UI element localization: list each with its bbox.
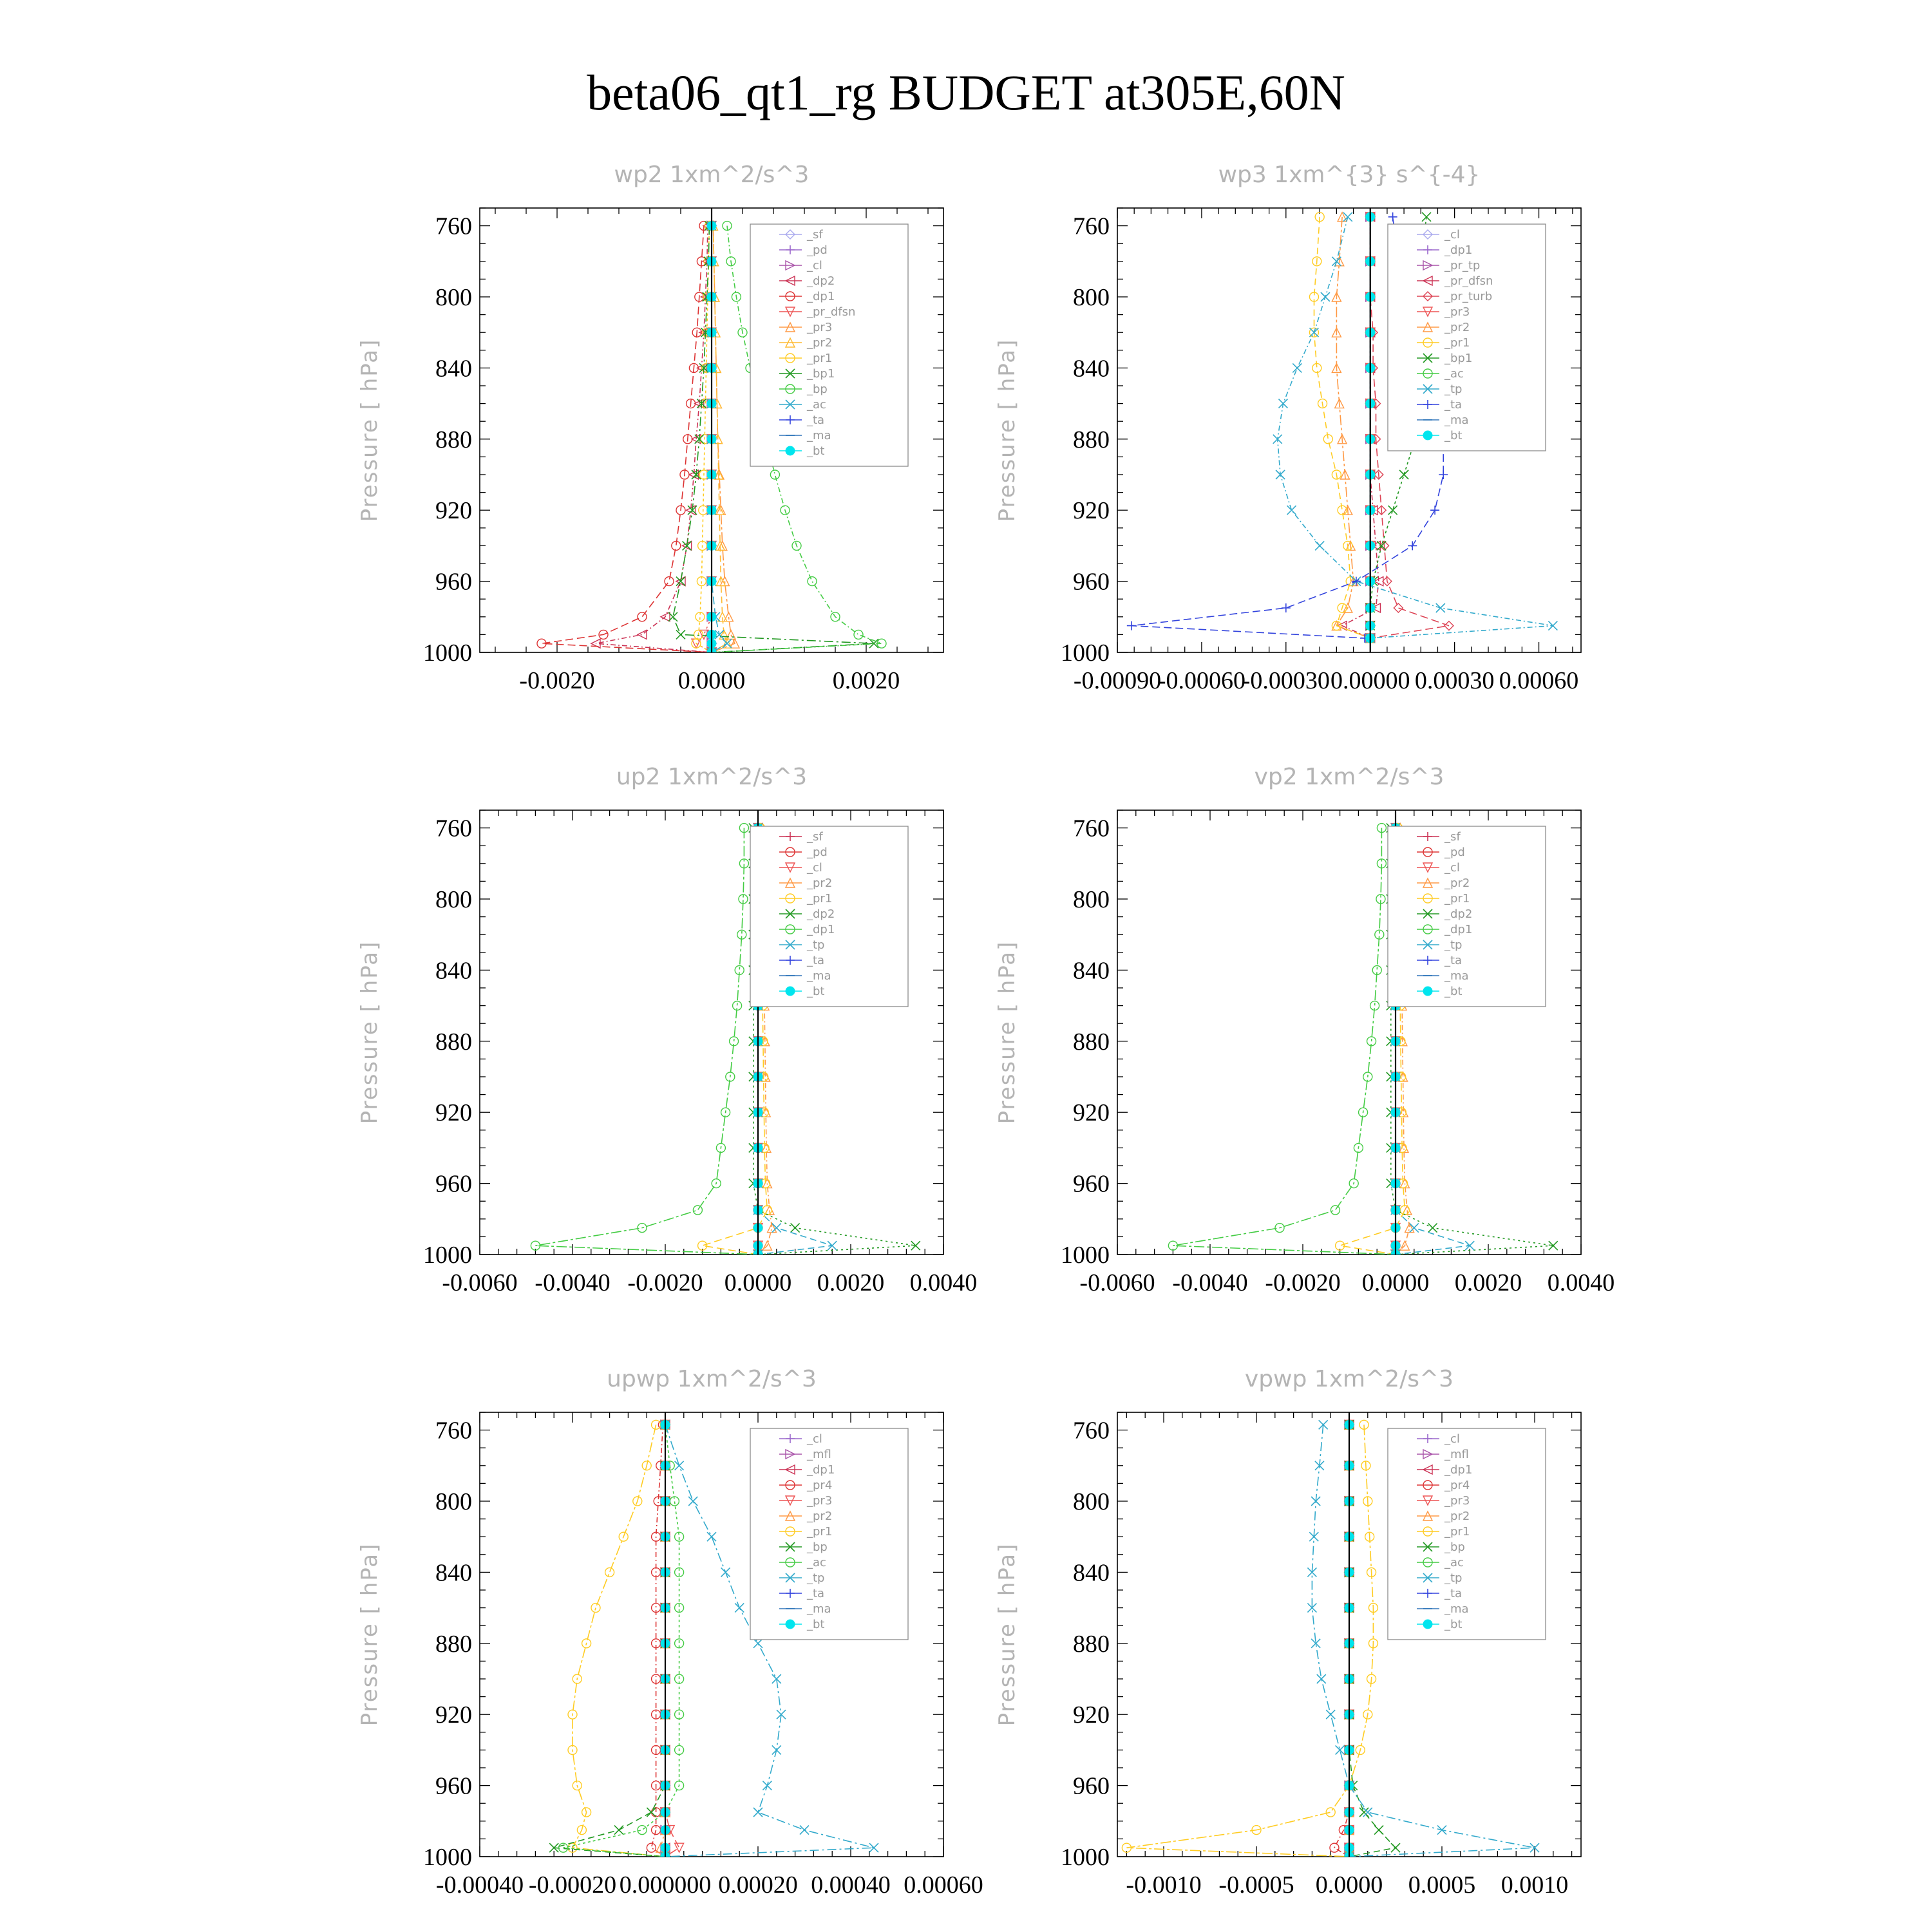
x-tick-label: 0.0005 — [1408, 1871, 1476, 1899]
chart-panel-1 — [357, 162, 943, 694]
data-point — [1315, 541, 1324, 550]
legend-label: _bt — [807, 444, 825, 458]
legend — [1388, 1428, 1546, 1640]
data-point — [1428, 1224, 1437, 1233]
data-point — [1408, 541, 1417, 550]
panel-title: wp3 1xm^{3} s^{-4} — [1218, 162, 1481, 188]
data-point — [1276, 470, 1285, 479]
y-tick-label: 1000 — [1061, 1242, 1110, 1269]
legend — [1388, 224, 1546, 451]
y-tick-label: 760 — [435, 213, 472, 240]
y-axis-label: Pressure [ hPa] — [994, 940, 1020, 1124]
legend-label: _dp1 — [1444, 243, 1473, 257]
legend-label: _pr3 — [1444, 1494, 1470, 1508]
x-tick-label: -0.0020 — [1265, 1269, 1341, 1296]
y-tick-label: 920 — [435, 497, 472, 525]
data-point — [707, 1532, 716, 1541]
y-tick-label: 840 — [1073, 957, 1110, 985]
y-tick-label: 800 — [1073, 284, 1110, 311]
panel-title: vp2 1xm^2/s^3 — [1254, 764, 1444, 790]
data-point — [854, 630, 863, 639]
legend-label: _ma — [1444, 969, 1469, 983]
data-point — [638, 630, 647, 639]
legend-label: _pr1 — [1444, 336, 1470, 350]
legend-label: _ac — [807, 1556, 826, 1569]
series-line-pr-dfsn — [1342, 217, 1379, 638]
legend-label: _pr4 — [1444, 1479, 1470, 1492]
y-tick-label: 880 — [1073, 426, 1110, 453]
series-line-pr1 — [1314, 217, 1370, 638]
series-line-dp1 — [1173, 828, 1396, 1255]
chart-panel-4 — [994, 764, 1615, 1296]
legend-label: _ma — [807, 969, 831, 983]
legend-label: _mfl — [807, 1448, 831, 1461]
data-point — [1430, 506, 1439, 515]
legend-label: _pr_tp — [1444, 259, 1481, 272]
y-tick-label: 960 — [1073, 1170, 1110, 1198]
x-tick-label: -0.0040 — [535, 1269, 611, 1296]
y-tick-label: 960 — [435, 1170, 472, 1198]
y-axis-label: Pressure [ hPa] — [357, 338, 383, 522]
legend-label: _dp1 — [807, 290, 835, 303]
panel-title: vpwp 1xm^2/s^3 — [1244, 1366, 1454, 1392]
y-tick-label: 920 — [1073, 1099, 1110, 1127]
data-point — [1410, 1224, 1419, 1233]
legend-label: _ta — [807, 954, 825, 967]
series-line-bp — [554, 1425, 665, 1857]
x-tick-label: -0.0005 — [1218, 1871, 1294, 1899]
legend-label: _pr4 — [807, 1479, 833, 1492]
y-tick-label: 800 — [1073, 886, 1110, 913]
series-line-dp1 — [535, 828, 758, 1255]
x-tick-label: 0.0020 — [832, 667, 900, 694]
panel-title: upwp 1xm^2/s^3 — [607, 1366, 817, 1392]
legend-label: _bt — [807, 1618, 825, 1631]
legend — [1388, 826, 1546, 1007]
legend-label: _cl — [1444, 1432, 1460, 1446]
legend-marker — [1423, 987, 1432, 996]
data-point — [647, 1843, 656, 1852]
data-point — [676, 630, 685, 639]
legend-label: _bp — [807, 1540, 828, 1554]
legend-label: _ta — [807, 413, 825, 427]
legend-label: _cl — [1444, 228, 1460, 242]
legend-label: _ta — [1444, 954, 1463, 967]
legend-marker — [786, 1620, 795, 1629]
data-point — [772, 1745, 781, 1754]
legend-label: _tp — [1444, 938, 1463, 952]
legend-label: _bt — [807, 985, 825, 998]
data-point — [1391, 1843, 1400, 1852]
x-tick-label: -0.00020 — [528, 1871, 617, 1899]
series-line-dp1 — [542, 226, 712, 652]
y-tick-label: 920 — [1073, 1701, 1110, 1729]
data-point — [1437, 1826, 1446, 1835]
y-tick-label: 800 — [435, 886, 472, 913]
y-tick-label: 840 — [435, 355, 472, 383]
legend-label: _bp — [1444, 1540, 1465, 1554]
x-tick-label: -0.0040 — [1172, 1269, 1248, 1296]
data-point — [676, 577, 685, 586]
legend-label: _pr2 — [1444, 876, 1470, 890]
data-point — [693, 1206, 702, 1215]
legend-label: _cl — [807, 1432, 822, 1446]
legend-label: _pr2 — [807, 876, 833, 890]
x-tick-label: 0.0000 — [724, 1269, 792, 1296]
y-axis-label: Pressure [ hPa] — [357, 1542, 383, 1727]
legend-label: _bp1 — [807, 367, 835, 381]
legend-label: _tp — [1444, 383, 1463, 396]
data-point — [1336, 1745, 1345, 1754]
legend-label: _ma — [1444, 1602, 1469, 1616]
data-point — [1374, 1826, 1383, 1835]
data-point — [753, 1808, 762, 1817]
legend-label: _bt — [1444, 429, 1463, 442]
data-point — [1326, 1808, 1335, 1817]
y-tick-label: 800 — [435, 1488, 472, 1515]
legend-label: _ta — [1444, 1587, 1463, 1600]
x-tick-label: 0.00060 — [904, 1871, 983, 1899]
data-point — [1399, 470, 1408, 479]
legend-label: _pd — [1444, 846, 1465, 859]
y-tick-label: 1000 — [423, 639, 472, 667]
x-tick-label: 0.00040 — [811, 1871, 891, 1899]
y-tick-label: 880 — [1073, 1028, 1110, 1056]
legend — [750, 224, 908, 466]
data-point — [1388, 506, 1397, 515]
panels-grid — [357, 162, 1615, 1899]
legend-label: _sf — [807, 830, 823, 844]
legend-label: _pr1 — [1444, 1525, 1470, 1539]
y-tick-label: 880 — [435, 1028, 472, 1056]
series-line-pr2 — [1336, 217, 1370, 638]
data-point — [675, 1461, 684, 1470]
legend-label: _sf — [807, 228, 823, 242]
legend-label: _pr2 — [1444, 1510, 1470, 1523]
legend-label: _pr2 — [807, 1510, 833, 1523]
legend-label: _bt — [1444, 1618, 1463, 1631]
legend-label: _pr1 — [807, 1525, 833, 1539]
legend — [750, 1428, 908, 1640]
legend-label: _cl — [1444, 861, 1460, 875]
series-line-pr1 — [1126, 1425, 1373, 1857]
data-point — [770, 470, 779, 479]
data-point — [675, 1843, 684, 1852]
chart-panel-5 — [357, 1366, 983, 1899]
data-point — [800, 1826, 809, 1835]
legend-label: _pr_dfsn — [807, 305, 856, 319]
y-tick-label: 880 — [435, 426, 472, 453]
legend-label: _dp2 — [807, 907, 835, 921]
x-tick-label: -0.00090 — [1073, 667, 1162, 694]
x-tick-label: 0.00020 — [718, 1871, 798, 1899]
legend-label: _pd — [807, 846, 828, 859]
y-tick-label: 800 — [435, 284, 472, 311]
data-point — [808, 577, 817, 586]
chart-panel-2 — [994, 162, 1581, 694]
y-tick-label: 960 — [1073, 568, 1110, 596]
legend-label: _pr_dfsn — [1444, 274, 1493, 288]
data-point — [1326, 1710, 1335, 1719]
x-tick-label: -0.00030 — [1242, 667, 1330, 694]
legend-label: _dp1 — [1444, 1463, 1473, 1477]
data-point — [591, 1604, 600, 1613]
chart-panel-3 — [357, 764, 977, 1296]
x-tick-label: -0.0060 — [1079, 1269, 1155, 1296]
y-tick-label: 880 — [1073, 1630, 1110, 1658]
y-tick-label: 800 — [1073, 1488, 1110, 1515]
figure-title: beta06_qt1_rg BUDGET at305E,60N — [587, 64, 1345, 120]
legend-label: _ac — [1444, 367, 1464, 381]
x-tick-label: 0.0020 — [1454, 1269, 1522, 1296]
x-tick-label: -0.00060 — [1157, 667, 1245, 694]
y-tick-label: 840 — [435, 1559, 472, 1587]
data-point — [605, 1567, 614, 1577]
legend-marker — [1423, 431, 1432, 440]
legend-label: _dp1 — [807, 1463, 835, 1477]
legend-label: _tp — [1444, 1571, 1463, 1585]
y-tick-label: 760 — [1073, 815, 1110, 842]
legend-label: _pd — [807, 243, 828, 257]
panel-title: wp2 1xm^2/s^3 — [614, 162, 810, 188]
x-tick-label: -0.0020 — [627, 1269, 703, 1296]
legend-label: _ta — [807, 1587, 825, 1600]
legend-label: _dp1 — [807, 923, 835, 936]
y-tick-label: 1000 — [1061, 639, 1110, 667]
data-point — [791, 1224, 800, 1233]
x-tick-label: 0.0000 — [1361, 1269, 1430, 1296]
x-tick-label: 0.0000 — [677, 667, 746, 694]
legend-label: _bp1 — [1444, 352, 1473, 365]
data-point — [762, 1781, 772, 1790]
legend-label: _pr3 — [1444, 305, 1470, 319]
legend-marker — [1423, 1620, 1432, 1629]
y-axis-label: Pressure [ hPa] — [994, 338, 1020, 522]
data-point — [1321, 292, 1330, 301]
legend-label: _pr1 — [807, 892, 833, 905]
data-point — [688, 1497, 697, 1506]
y-tick-label: 1000 — [1061, 1844, 1110, 1871]
y-tick-label: 880 — [435, 1630, 472, 1658]
y-tick-label: 1000 — [423, 1242, 472, 1269]
legend-label: _pr3 — [807, 1494, 833, 1508]
legend-label: _pr1 — [1444, 892, 1470, 905]
legend-marker — [786, 987, 795, 996]
legend-label: _pr2 — [807, 336, 833, 350]
data-point — [1388, 213, 1397, 222]
x-tick-label: 0.0000 — [1315, 1871, 1383, 1899]
data-point — [638, 1826, 647, 1835]
data-point — [1422, 213, 1431, 222]
legend-label: _mfl — [1444, 1448, 1469, 1461]
x-tick-label: 0.0040 — [909, 1269, 978, 1296]
y-tick-label: 840 — [435, 957, 472, 985]
y-tick-label: 960 — [1073, 1772, 1110, 1800]
series-line-dp2 — [596, 226, 712, 652]
legend-label: _dp1 — [1444, 923, 1473, 936]
y-axis-label: Pressure [ hPa] — [994, 1542, 1020, 1727]
legend-label: _tp — [807, 938, 825, 952]
y-tick-label: 840 — [1073, 355, 1110, 383]
data-point — [753, 1639, 762, 1648]
data-point — [721, 1567, 730, 1577]
data-point — [723, 639, 732, 648]
data-point — [638, 612, 647, 621]
legend-label: _bt — [1444, 985, 1463, 998]
legend — [750, 826, 908, 1007]
legend-label: _ta — [1444, 398, 1463, 412]
y-tick-label: 920 — [1073, 497, 1110, 525]
x-tick-label: 0.0040 — [1547, 1269, 1615, 1296]
panel-title: up2 1xm^2/s^3 — [616, 764, 808, 790]
legend-label: _ma — [1444, 413, 1469, 427]
legend-label: _dp2 — [1444, 907, 1473, 921]
legend-label: _sf — [1444, 830, 1461, 844]
legend-label: _pr_turb — [1444, 290, 1493, 303]
y-axis-label: Pressure [ hPa] — [357, 940, 383, 1124]
x-tick-label: 0.00000 — [1330, 667, 1410, 694]
data-point — [647, 1808, 656, 1817]
y-tick-label: 760 — [435, 1417, 472, 1444]
y-tick-label: 760 — [435, 815, 472, 842]
data-point — [735, 1604, 744, 1613]
legend-label: _tp — [807, 1571, 825, 1585]
legend-label: _pr3 — [807, 321, 833, 334]
legend-label: _cl — [807, 259, 822, 272]
x-tick-label: 0.0020 — [817, 1269, 885, 1296]
data-point — [1287, 506, 1296, 515]
x-tick-label: 0.000000 — [619, 1871, 712, 1899]
x-tick-label: -0.0060 — [442, 1269, 518, 1296]
data-point — [1293, 363, 1302, 372]
legend-label: _ma — [807, 429, 831, 442]
data-point — [1439, 470, 1448, 479]
legend-label: _ac — [807, 398, 826, 412]
x-tick-label: 0.0010 — [1501, 1871, 1569, 1899]
data-point — [1331, 1206, 1340, 1215]
y-tick-label: 920 — [435, 1099, 472, 1127]
data-point — [772, 1224, 781, 1233]
x-tick-label: 0.00060 — [1499, 667, 1579, 694]
legend-label: _ac — [1444, 1556, 1464, 1569]
legend-label: _bp — [807, 383, 828, 396]
y-tick-label: 760 — [1073, 213, 1110, 240]
chart-panel-6 — [994, 1366, 1581, 1899]
y-tick-label: 760 — [1073, 1417, 1110, 1444]
x-tick-label: -0.0010 — [1126, 1871, 1202, 1899]
data-point — [1548, 621, 1557, 630]
series-line-pr1 — [573, 1425, 665, 1857]
data-point — [614, 1826, 623, 1835]
y-tick-label: 960 — [435, 1772, 472, 1800]
y-tick-label: 1000 — [423, 1844, 472, 1871]
legend-label: _pr2 — [1444, 321, 1470, 334]
y-tick-label: 840 — [1073, 1559, 1110, 1587]
x-tick-label: 0.00030 — [1414, 667, 1495, 694]
legend-label: _ma — [807, 1602, 831, 1616]
data-point — [1127, 621, 1136, 630]
legend-label: _pr1 — [807, 352, 833, 365]
data-point — [1273, 435, 1282, 444]
x-tick-label: -0.00040 — [435, 1871, 524, 1899]
x-tick-label: -0.0020 — [519, 667, 595, 694]
data-point — [665, 577, 674, 586]
data-point — [1394, 603, 1403, 612]
y-tick-label: 960 — [435, 568, 472, 596]
legend-marker — [786, 446, 795, 455]
legend-label: _dp2 — [807, 274, 835, 288]
legend-label: _cl — [807, 861, 822, 875]
data-point — [1282, 603, 1291, 612]
y-tick-label: 920 — [435, 1701, 472, 1729]
